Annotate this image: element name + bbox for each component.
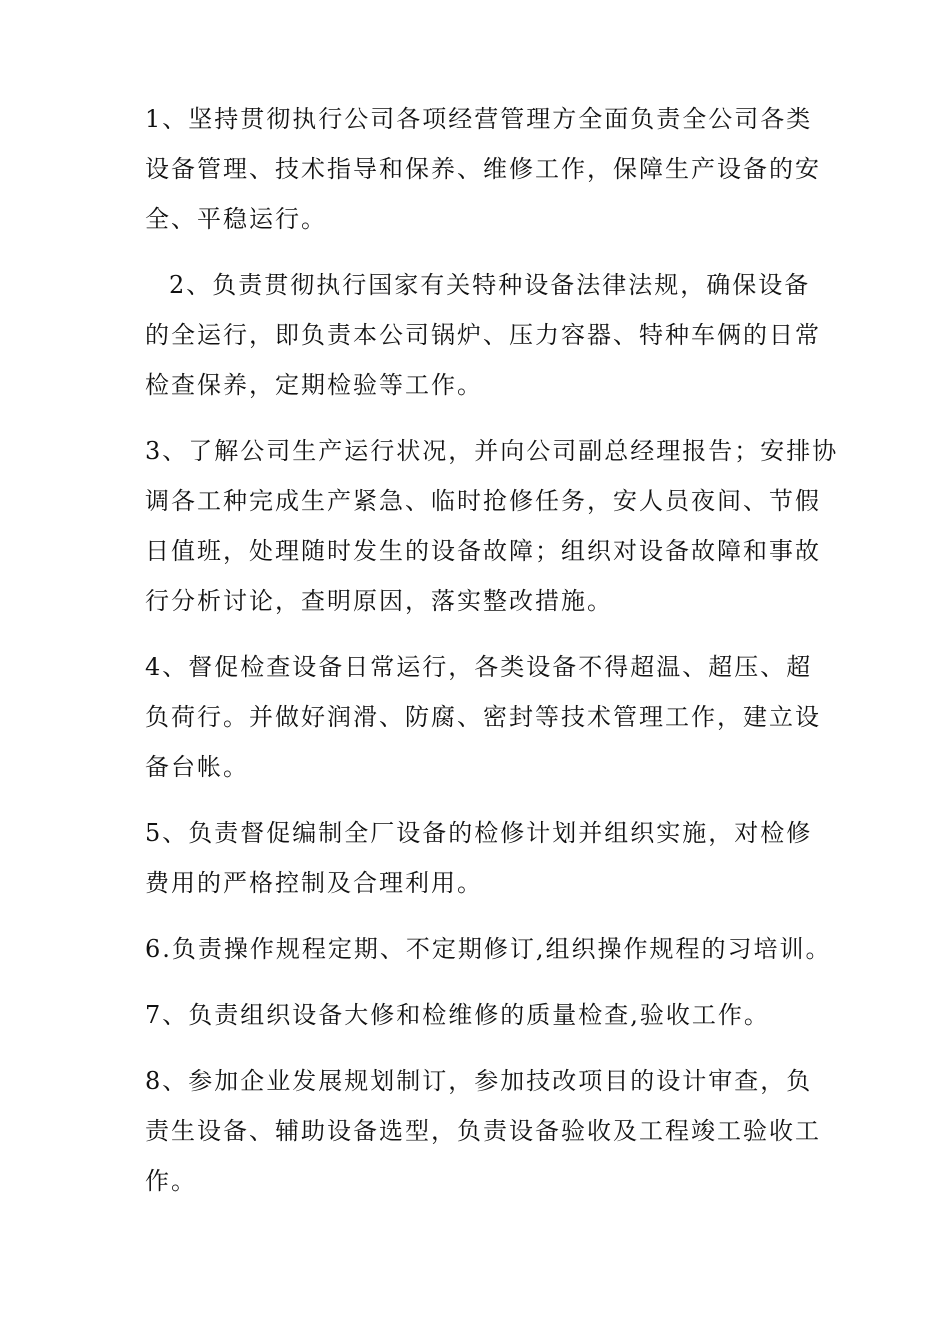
paragraph-5 [145, 808, 815, 908]
paragraph-line: 备台帐。 [145, 753, 249, 781]
paragraph-line: 4、督促检查设备日常运行，各类设备不得超温、超压、超 [145, 653, 813, 681]
paragraph-line: 8、参加企业发展规划制订，参加技改项目的设计审查，负 [145, 1067, 813, 1095]
paragraph-line: 3、了解公司生产运行状况，并向公司副总经理报告；安排协 [145, 437, 839, 465]
paragraph-line: 负荷行。并做好润滑、防腐、密封等技术管理工作，建立设 [145, 703, 821, 731]
paragraph-line: 的全运行，即负责本公司锅炉、压力容器、特种车俩的日常 [145, 321, 821, 349]
paragraph-line: 设备管理、技术指导和保养、维修工作，保障生产设备的安 [145, 155, 821, 183]
paragraph-line: 责生设备、辅助设备选型，负责设备验收及工程竣工验收工 [145, 1117, 821, 1145]
paragraph-1 [145, 94, 821, 244]
paragraph-3 [145, 426, 839, 626]
paragraph-line: 2、负责贯彻执行国家有关特种设备法律法规，确保设备 [169, 271, 811, 299]
paragraph-line: 5、负责督促编制全厂设备的检修计划并组织实施，对检修 [145, 819, 813, 847]
paragraph-line: 检查保养，定期检验等工作。 [145, 371, 483, 399]
paragraph-line: 行分析讨论，查明原因，落实整改措施。 [145, 587, 613, 615]
paragraph-line: 6.负责操作规程定期、不定期修订,组织操作规程的习培训。 [145, 935, 832, 963]
paragraph-line: 作。 [145, 1167, 197, 1195]
paragraph-7 [145, 990, 815, 1040]
paragraph-2 [145, 260, 821, 410]
document-body [145, 94, 839, 1222]
paragraph-line: 1、坚持贯彻执行公司各项经营管理方全面负责全公司各类 [145, 105, 813, 133]
paragraph-line: 调各工种完成生产紧急、临时抢修任务，安人员夜间、节假 [145, 487, 821, 515]
paragraph-line: 全、平稳运行。 [145, 205, 327, 233]
paragraph-4 [145, 642, 821, 792]
paragraph-line: 7、负责组织设备大修和检维修的质量检查,验收工作。 [145, 1001, 770, 1029]
paragraph-line: 费用的严格控制及合理利用。 [145, 869, 483, 897]
paragraph-8 [145, 1056, 821, 1206]
paragraph-6 [145, 924, 832, 974]
paragraph-line: 日值班，处理随时发生的设备故障；组织对设备故障和事故 [145, 537, 821, 565]
